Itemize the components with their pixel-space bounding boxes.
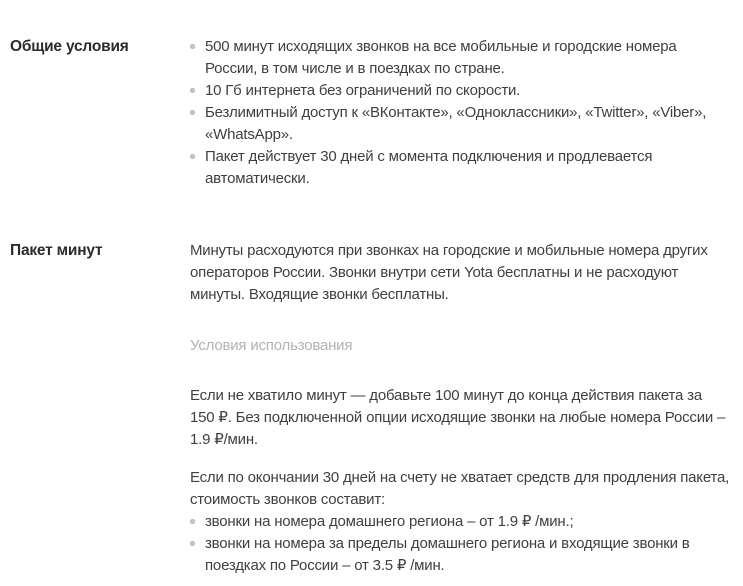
bullet-dot-icon — [190, 88, 195, 93]
expiry-pricing-list — [190, 511, 730, 577]
add-minutes-paragraph: Если не хватило минут — добавьте 100 минут до конца действия пакета за 150 ₽. Без подключенной опции исходящие звонки на любые номера России – 1.9 ₽/мин. — [190, 387, 726, 448]
list-item-text: 500 минут исходящих звонков на все мобильные и городские номера России, в том числе и в поездках по стране. — [205, 38, 677, 77]
list-item-text: Пакет действует 30 дней с момента подключения и продлевается автоматически. — [205, 148, 653, 187]
section-minutes-heading: Пакет минут — [10, 242, 103, 259]
expiry-pricing-paragraph: Если по окончании 30 дней на счету не хватает средств для продления пакета, стоимость звонков составит: — [190, 469, 730, 508]
bullet-dot-icon — [190, 519, 195, 524]
usage-conditions-subheading: Условия использования — [190, 337, 353, 354]
section-minutes-package — [10, 240, 743, 577]
list-item — [190, 36, 730, 80]
section-general-body — [190, 36, 730, 190]
list-item — [190, 533, 730, 577]
bullet-dot-icon — [190, 541, 195, 546]
section-general-terms — [10, 36, 743, 190]
section-minutes-body — [190, 240, 730, 577]
bullet-dot-icon — [190, 110, 195, 115]
bullet-dot-icon — [190, 44, 195, 49]
list-item-text: звонки на номера домашнего региона – от 1.9 ₽ /мин.; — [205, 513, 574, 530]
list-item-text: Безлимитный доступ к «ВКонтакте», «Одноклассники», «Twitter», «Viber», «WhatsApp». — [205, 104, 707, 143]
list-item-text: 10 Гб интернета без ограничений по скорости. — [205, 82, 521, 99]
list-item — [190, 511, 730, 533]
list-item — [190, 146, 730, 190]
bullet-dot-icon — [190, 154, 195, 159]
section-general-heading: Общие условия — [10, 38, 129, 55]
minutes-usage-paragraph: Минуты расходуются при звонках на городские и мобильные номера других операторов России. Звонки внутри сети Yota бесплатны и не расходуют минуты. Входящие звонки бесплатны. — [190, 242, 708, 303]
general-terms-list — [190, 36, 730, 190]
list-item-text: звонки на номера за пределы домашнего региона и входящие звонки в поездках по России – от 3.5 ₽ /мин. — [205, 535, 690, 574]
list-item — [190, 80, 730, 102]
list-item — [190, 102, 730, 146]
